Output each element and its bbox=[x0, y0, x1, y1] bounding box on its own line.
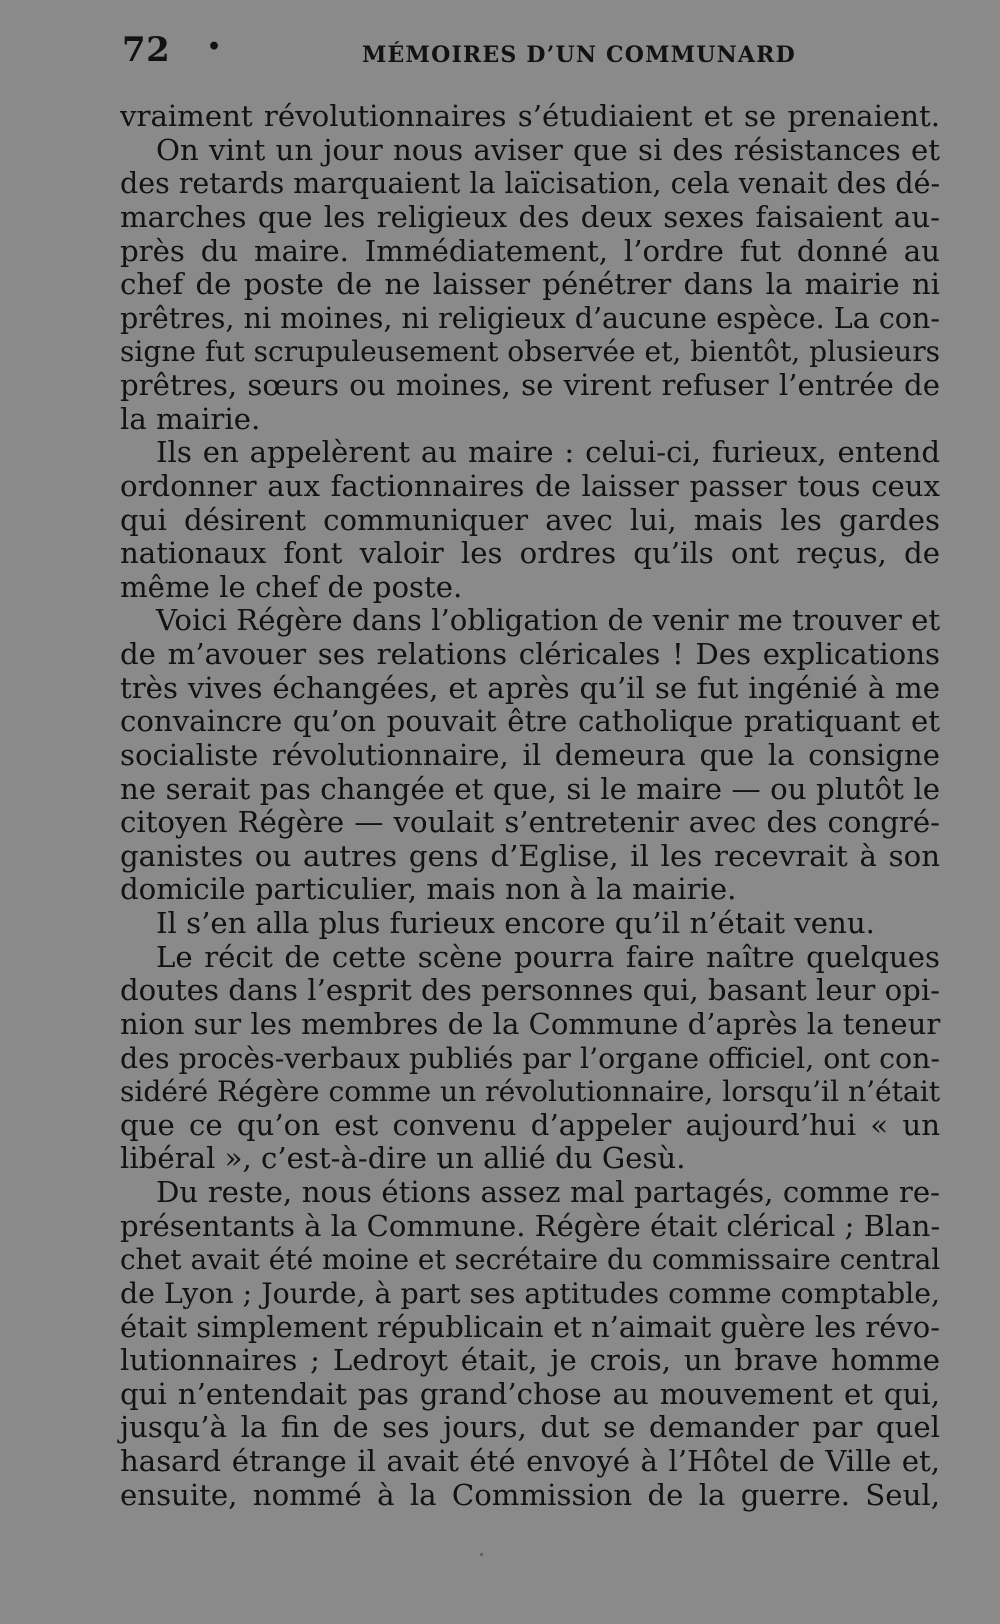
text-line: Ils en appelèrent au maire : celui-ci, furieux, entend bbox=[156, 435, 940, 470]
header-dot: • bbox=[207, 34, 222, 60]
text-line: des retards marquaient la laïcisation, cela venait des dé- bbox=[120, 167, 941, 201]
text-line: de m’avouer ses relations cléricales ! Des explications bbox=[120, 637, 940, 671]
body-text bbox=[120, 100, 940, 1512]
text-line: jusqu’à la fin de ses jours, dut se demander par quel bbox=[120, 1410, 940, 1445]
running-title: MÉMOIRES D’UN COMMUNARD bbox=[362, 42, 796, 68]
text-line: près du maire. Immédiatement, l’ordre fut donné au bbox=[120, 233, 940, 268]
text-line: prêtres, sœurs ou moines, se virent refuser l’entrée de bbox=[120, 368, 940, 402]
text-line: vraiment révolutionnaires s’étudiaient et se prenaient. bbox=[120, 99, 940, 133]
text-line: même le chef de poste. bbox=[120, 569, 463, 604]
text-line: lutionnaires ; Ledroyt était, je crois, un brave homme bbox=[120, 1343, 940, 1378]
text-line: sidéré Régère comme un révolutionnaire, lorsqu’il n’était bbox=[120, 1075, 940, 1109]
text-line: ensuite, nommé à la Commission de la guerre. Seul, bbox=[120, 1477, 940, 1512]
text-line: chet avait été moine et secrétaire du commissaire central bbox=[120, 1243, 941, 1277]
text-line: chef de poste de ne laisser pénétrer dans la mairie ni bbox=[120, 267, 940, 302]
text-line: de Lyon ; Jourde, à part ses aptitudes comme comptable, bbox=[120, 1276, 940, 1310]
text-line: que ce qu’on est convenu d’appeler aujourd’hui « un bbox=[120, 1107, 940, 1142]
text-line: signe fut scrupuleusement observée et, bientôt, plusieurs bbox=[120, 335, 940, 369]
text-line: ne serait pas changée et que, si le maire — ou plutôt le bbox=[120, 771, 940, 806]
text-line: hasard étrange il avait été envoyé à l’Hôtel de Ville et, bbox=[120, 1444, 940, 1478]
text-line: doutes dans l’esprit des personnes qui, basant leur opi- bbox=[120, 973, 940, 1008]
text-line: nationaux font valoir les ordres qu’ils ont reçus, de bbox=[120, 536, 940, 571]
text-line: très vives échangées, et après qu’il se fut ingénié à me bbox=[120, 670, 940, 705]
text-line: libéral », c’est-à-dire un allié du Gesù. bbox=[120, 1141, 686, 1176]
text-line: était simplement républicain et n’aimait guère les révo- bbox=[120, 1309, 941, 1344]
text-line: convaincre qu’on pouvait être catholique pratiquant et bbox=[120, 704, 940, 739]
text-line: Il s’en alla plus furieux encore qu’il n’était venu. bbox=[156, 906, 875, 940]
text-line: présentants à la Commune. Régère était clérical ; Blan- bbox=[120, 1208, 941, 1243]
text-line: On vint un jour nous aviser que si des résistances et bbox=[156, 132, 940, 167]
text-line: qui n’entendait pas grand’chose au mouvement et qui, bbox=[120, 1376, 940, 1411]
text-line: ganistes ou autres gens d’Eglise, il les recevrait à son bbox=[120, 838, 940, 873]
print-speck bbox=[480, 1553, 483, 1556]
text-line: la mairie. bbox=[120, 401, 261, 436]
text-line: marches que les religieux des deux sexes faisaient au- bbox=[120, 199, 940, 234]
text-line: socialiste révolutionnaire, il demeura que la consigne bbox=[120, 737, 940, 772]
text-line: Le récit de cette scène pourra faire naître quelques bbox=[156, 939, 940, 974]
text-line: domicile particulier, mais non à la mairie. bbox=[120, 872, 737, 907]
text-line: citoyen Régère — voulait s’entretenir avec des congré- bbox=[120, 805, 940, 840]
text-line: ordonner aux factionnaires de laisser passer tous ceux bbox=[120, 468, 940, 503]
text-line: prêtres, ni moines, ni religieux d’aucune espèce. La con- bbox=[120, 301, 940, 335]
text-line: Du reste, nous étions assez mal partagés, comme re- bbox=[156, 1175, 940, 1209]
text-line: des procès-verbaux publiés par l’organe officiel, ont con- bbox=[120, 1041, 940, 1075]
text-line: nion sur les membres de la Commune d’après la teneur bbox=[120, 1006, 941, 1041]
text-line: qui désirent communiquer avec lui, mais les gardes bbox=[120, 502, 940, 537]
text-line: Voici Régère dans l’obligation de venir me trouver et bbox=[156, 603, 941, 638]
page-number: 72 bbox=[122, 30, 171, 70]
page-header bbox=[122, 30, 922, 78]
